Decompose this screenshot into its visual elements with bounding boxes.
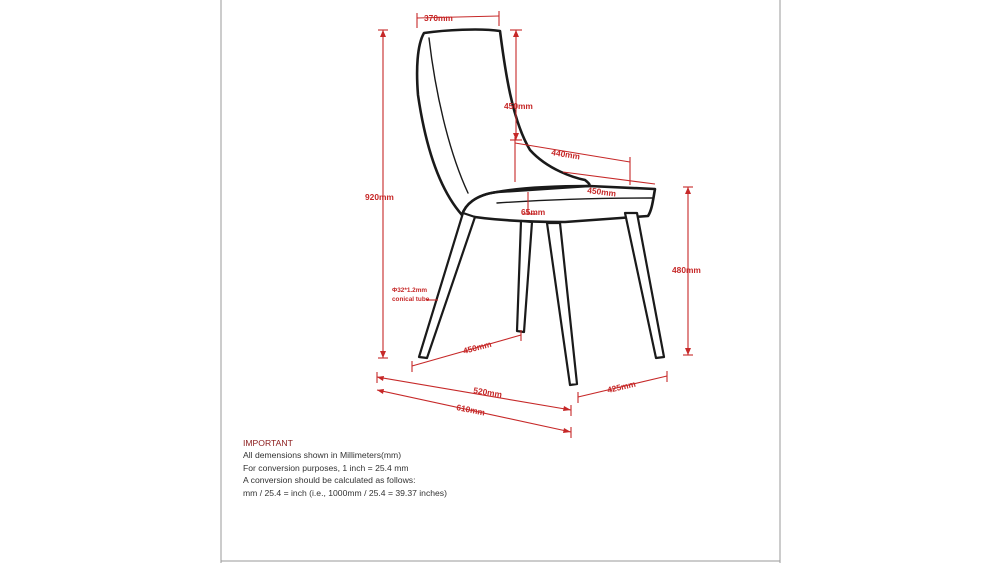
dim-overall-height: 920mm	[365, 192, 394, 202]
dim-seat-thickness: 65mm	[521, 207, 546, 217]
notes-line-units: All demensions shown in Millimeters(mm)	[243, 450, 402, 461]
dim-leg-front-span: 450mm	[461, 338, 493, 356]
dim-seat-width: 440mm	[550, 147, 581, 162]
leg-front-left	[419, 213, 475, 358]
notes-line-calculation: A conversion should be calculated as follows:	[243, 475, 416, 486]
chair-legs	[419, 213, 664, 385]
dim-back-height: 450mm	[504, 101, 533, 111]
conversion-notes	[243, 437, 447, 499]
notes-line-conversion: For conversion purposes, 1 inch = 25.4 mm	[243, 462, 409, 473]
leg-front-right	[547, 223, 577, 385]
dim-seat-height: 480mm	[672, 265, 701, 275]
dim-base-depth: 425mm	[606, 378, 637, 395]
dimension-lines	[377, 11, 693, 438]
dimension-labels	[365, 13, 701, 417]
leg-tube-spec	[392, 287, 430, 303]
dim-base-width: 520mm	[472, 385, 503, 400]
leg-tube-spec-line2: conical tube	[392, 296, 430, 303]
chair-outline	[417, 30, 655, 222]
dim-overall-width: 610mm	[455, 402, 486, 418]
dimension-arrowheads	[377, 30, 691, 433]
notes-line-example: mm / 25.4 = inch (i.e., 1000mm / 25.4 = 39.37 inches)	[243, 487, 447, 498]
leg-back-right	[625, 213, 664, 358]
leg-back-left	[517, 221, 532, 332]
notes-heading: IMPORTANT	[243, 438, 293, 448]
leg-tube-spec-line1: Φ32*1.2mm	[392, 287, 428, 294]
dim-seat-depth: 450mm	[586, 185, 617, 199]
chair-seat-edge	[497, 198, 652, 203]
dim-back-width: 370mm	[424, 13, 453, 23]
